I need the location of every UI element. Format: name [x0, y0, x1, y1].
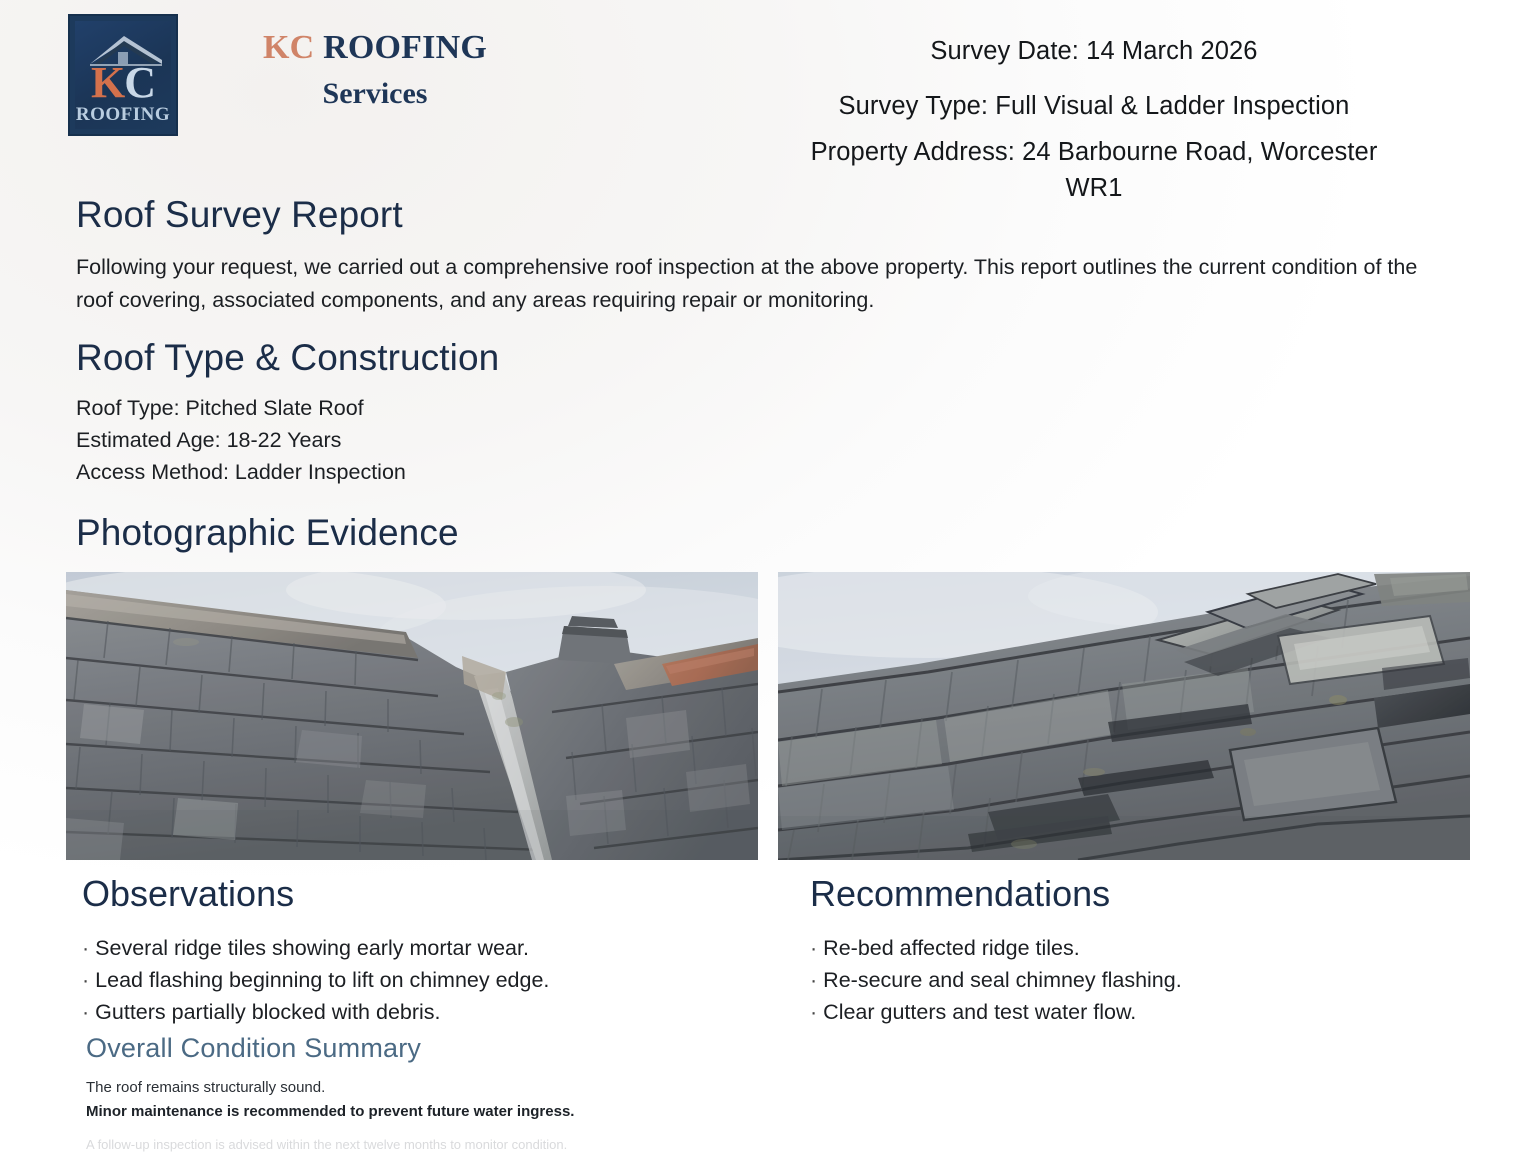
list-item-label: Gutters partially blocked with debris.	[95, 1000, 441, 1024]
photographic-evidence-heading: Photographic Evidence	[76, 512, 459, 553]
list-item	[810, 932, 1490, 964]
list-item	[810, 996, 1490, 1028]
observations-list	[82, 932, 762, 1028]
report-intro-paragraph: Following your request, we carried out a comprehensive roof inspection at the above property. This report outlines the current condition of the roof covering, associated components, and any areas requiring repair or monitoring.	[76, 255, 1418, 312]
summary-line-3-faded: A follow-up inspection is advised within the next twelve months to monitor condition.	[86, 1137, 568, 1152]
overall-condition-summary-heading: Overall Condition Summary	[86, 1033, 422, 1063]
recommendations-section	[810, 872, 1490, 1028]
spec-estimated-age: Estimated Age: 18-22 Years	[76, 428, 342, 452]
spec-access-method: Access Method: Ladder Inspection	[76, 460, 406, 484]
roof-construction-heading: Roof Type & Construction	[76, 337, 500, 378]
bullet-glyph: ·	[810, 936, 818, 960]
survey-meta-block	[784, 24, 1404, 206]
spec-roof-type: Roof Type: Pitched Slate Roof	[76, 396, 364, 420]
roof-photo-ridge-and-valley	[66, 572, 758, 860]
roof-photo-ridge-and-valley-image	[66, 572, 758, 860]
brand-name-line1	[250, 28, 500, 68]
summary-line-2: Minor maintenance is recommended to prevent future water ingress.	[86, 1103, 575, 1120]
photographic-evidence-heading-wrap	[76, 511, 459, 555]
photo-gallery	[66, 572, 1470, 860]
list-item	[82, 932, 762, 964]
list-item-label: Lead flashing beginning to lift on chimney edge.	[95, 968, 550, 992]
list-item-label: Several ridge tiles showing early mortar wear.	[95, 936, 529, 960]
report-intro-section	[76, 193, 1466, 317]
summary-line-1: The roof remains structurally sound.	[86, 1079, 326, 1096]
bullet-glyph: ·	[810, 1000, 818, 1024]
page-title: Roof Survey Report	[76, 194, 403, 235]
brand-block	[68, 14, 500, 136]
brand-name-sub: Services	[322, 77, 428, 110]
bullet-glyph: ·	[82, 968, 90, 992]
roof-photo-slipped-slates	[778, 572, 1470, 860]
kc-roofing-logo-icon	[68, 14, 178, 136]
bullet-glyph: ·	[810, 968, 818, 992]
roof-construction-section	[76, 336, 876, 488]
list-item-label: Re-bed affected ridge tiles.	[823, 936, 1080, 960]
logo-letter-k: K	[90, 58, 125, 107]
brand-name-accent: KC	[263, 29, 315, 66]
report-header	[0, 0, 1536, 200]
roof-photo-slipped-slates-image	[778, 572, 1470, 860]
list-item	[82, 964, 762, 996]
logo-letter-c: C	[124, 58, 155, 107]
brand-name-block	[250, 14, 500, 120]
brand-name-main: ROOFING	[323, 29, 487, 66]
logo-wordmark-roofing: ROOFING	[75, 104, 171, 125]
survey-type: Survey Type: Full Visual & Ladder Inspection	[838, 92, 1350, 120]
observations-section	[82, 872, 762, 1028]
recommendations-heading: Recommendations	[810, 873, 1111, 914]
property-address: Property Address: 24 Barbourne Road, Worcester WR1	[810, 138, 1378, 202]
logo-kc-letters	[70, 60, 176, 106]
recommendations-list	[810, 932, 1490, 1028]
bullet-glyph: ·	[82, 936, 90, 960]
list-item-label: Clear gutters and test water flow.	[823, 1000, 1137, 1024]
list-item	[810, 964, 1490, 996]
bullet-glyph: ·	[82, 1000, 90, 1024]
survey-date: Survey Date: 14 March 2026	[930, 37, 1258, 65]
observations-heading: Observations	[82, 873, 295, 914]
list-item	[82, 996, 762, 1028]
list-item-label: Re-secure and seal chimney flashing.	[823, 968, 1182, 992]
overall-condition-summary-section	[86, 1030, 786, 1156]
